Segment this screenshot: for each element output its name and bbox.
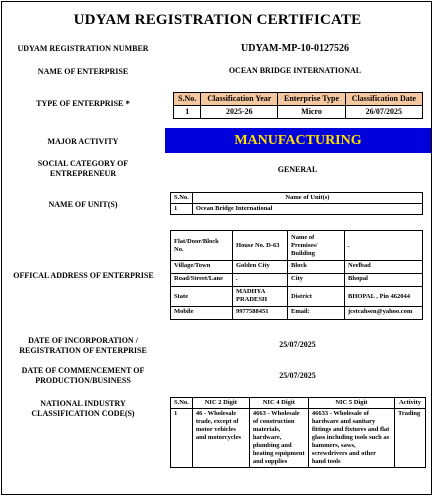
nic-cell: 46633 - Wholesale of hardware and sanitary fittings and fixtures and flat glass including tools such as hammers, saws, screwdrivers and other hand tools <box>308 409 394 468</box>
enterprise-type-label <box>8 99 158 109</box>
social-category-label-line1: SOCIAL CATEGORY OF <box>37 159 129 168</box>
classification-header: Classification Year <box>201 93 278 106</box>
address-cell: jcstcahsen@yahoo.com <box>345 307 423 320</box>
classification-cell: 26/07/2025 <box>345 106 422 119</box>
address-cell: Golden City <box>233 261 288 274</box>
address-table <box>170 230 423 320</box>
classification-cell: 1 <box>174 106 201 119</box>
units-label: NAME OF UNIT(S) <box>48 200 118 209</box>
address-label: OFFICAL ADDRESS OF ENTERPRISE <box>13 271 154 280</box>
certificate-title: UDYAM REGISTRATION CERTIFICATE <box>73 12 362 28</box>
address-row <box>171 274 423 287</box>
incorporation-label <box>8 336 158 356</box>
classification-header: Classification Date <box>345 93 422 106</box>
incorporation-label-line2: REGISTRATION OF ENTERPRISE <box>19 346 147 355</box>
enterprise-name-value: OCEAN BRIDGE INTERNATIONAL <box>228 66 362 75</box>
nic-header: NIC 4 Digit <box>249 398 308 409</box>
social-category-label <box>8 159 158 179</box>
commencement-label <box>8 366 158 386</box>
reg-number-label: UDYAM REGISTRATION NUMBER <box>17 44 149 53</box>
address-cell: . <box>233 274 288 287</box>
major-activity-label: MAJOR ACTIVITY <box>47 137 119 146</box>
address-cell: District <box>288 287 345 307</box>
address-cell: Email: <box>288 307 345 320</box>
address-cell: Bhopal <box>345 274 423 287</box>
nic-header: S.No. <box>171 398 193 409</box>
classification-header: S.No. <box>174 93 201 106</box>
units-row <box>171 204 423 215</box>
address-cell: BHOPAL , Pin 462044 <box>345 287 423 307</box>
address-cell: Name of Premises/ Building <box>288 231 345 261</box>
address-cell: City <box>288 274 345 287</box>
nic-label <box>8 399 158 419</box>
classification-header: Enterprise Type <box>278 93 345 106</box>
enterprise-type-label-text: TYPE OF ENTERPRISE <box>36 99 124 108</box>
address-cell: State <box>171 287 233 307</box>
address-cell: . <box>345 231 423 261</box>
classification-row <box>174 106 423 119</box>
enterprise-name-label: NAME OF ENTERPRISE <box>37 67 129 76</box>
major-activity-banner: MANUFACTURING <box>165 128 431 153</box>
address-cell: MADHYA PRADESH <box>233 287 288 307</box>
units-table <box>170 192 423 215</box>
classification-header-row <box>174 93 423 106</box>
incorporation-value: 25/07/2025 <box>279 340 316 349</box>
nic-row <box>171 409 426 468</box>
nic-header: NIC 5 Digit <box>308 398 394 409</box>
address-cell: Neelbad <box>345 261 423 274</box>
nic-header: NIC 2 Digit <box>192 398 249 409</box>
social-category-label-line2: ENTREPRENEUR <box>49 169 117 178</box>
units-header: Name of Unit(s) <box>192 193 422 204</box>
classification-table <box>173 92 423 119</box>
address-row <box>171 231 423 261</box>
social-category-value: GENERAL <box>277 165 318 174</box>
address-cell: Village/Town <box>171 261 233 274</box>
nic-cell: Trading <box>395 409 426 468</box>
nic-header-row <box>171 398 426 409</box>
nic-table <box>170 397 426 468</box>
commencement-value: 25/07/2025 <box>279 371 316 380</box>
reg-number-value: UDYAM-MP-10-0127526 <box>241 43 349 54</box>
nic-header: Activity <box>395 398 426 409</box>
address-cell: House No. D-63 <box>233 231 288 261</box>
units-cell: Ocean Bridge International <box>192 204 422 215</box>
enterprise-type-marker: * <box>125 99 130 109</box>
classification-cell: Micro <box>278 106 345 119</box>
address-cell: Flat/Door/Block No. <box>171 231 233 261</box>
nic-label-line1: NATIONAL INDUSTRY <box>40 399 126 408</box>
address-cell: Road/Street/Lane <box>171 274 233 287</box>
units-cell: 1 <box>171 204 193 215</box>
units-header-row <box>171 193 423 204</box>
address-cell: 9977588451 <box>233 307 288 320</box>
address-row <box>171 307 423 320</box>
address-row <box>171 287 423 307</box>
commencement-label-line2: PRODUCTION/BUSINESS <box>35 376 131 385</box>
nic-cell: 46 - Wholesale trade, except of motor vehicles and motorcycles <box>192 409 249 468</box>
nic-cell: 1 <box>171 409 193 468</box>
classification-cell: 2025-26 <box>201 106 278 119</box>
commencement-label-line1: DATE OF COMMENCEMENT OF <box>21 366 145 375</box>
units-header: S.No. <box>171 193 193 204</box>
nic-cell: 4663 - Wholesale of construction materials, hardware, plumbing and heating equipment and supplies <box>249 409 308 468</box>
address-row <box>171 261 423 274</box>
nic-label-line2: CLASSIFICATION CODE(S) <box>31 409 135 418</box>
address-cell: Mobile <box>171 307 233 320</box>
incorporation-label-line1: DATE OF INCORPORATION / <box>28 336 138 345</box>
address-cell: Block <box>288 261 345 274</box>
